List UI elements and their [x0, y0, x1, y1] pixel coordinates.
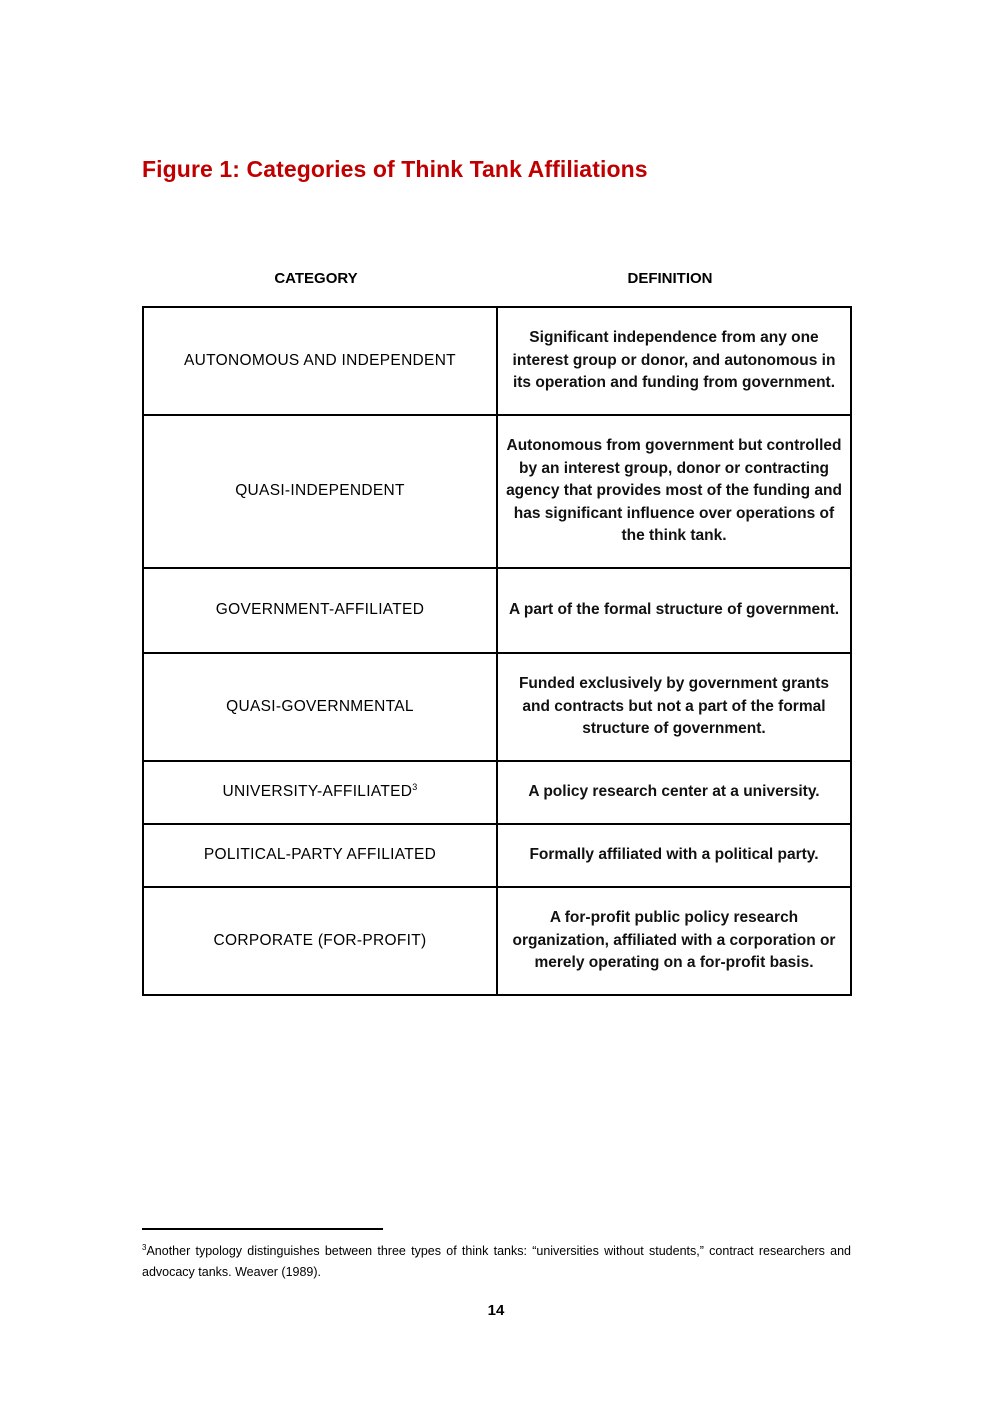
page-number: 14 [487, 1302, 505, 1319]
definition-cell: A policy research center at a university. [497, 761, 851, 824]
table-row [143, 653, 851, 761]
table-row [143, 824, 851, 887]
definition-cell: A part of the formal structure of government. [497, 568, 851, 653]
table-row [143, 761, 851, 824]
footnote [142, 1241, 851, 1283]
definition-cell: Formally affiliated with a political party. [497, 824, 851, 887]
definition-column-header: DEFINITION [627, 270, 713, 287]
table-row [143, 307, 851, 415]
category-cell: AUTONOMOUS AND INDEPENDENT [143, 307, 497, 415]
category-cell: QUASI-GOVERNMENTAL [143, 653, 497, 761]
definition-cell: Significant independence from any one interest group or donor, and autonomous in its operation and funding from government. [497, 307, 851, 415]
footnote-separator [142, 1228, 383, 1230]
category-cell: POLITICAL-PARTY AFFILIATED [143, 824, 497, 887]
definition-cell: Funded exclusively by government grants and contracts but not a part of the formal structure of government. [497, 653, 851, 761]
footnote-text: Another typology distinguishes between three types of think tanks: “universities without students,” contract researchers and advocacy tanks. Weaver (1989). [142, 1244, 851, 1279]
category-cell: GOVERNMENT-AFFILIATED [143, 568, 497, 653]
category-column-header: CATEGORY [274, 270, 358, 287]
definition-cell: A for-profit public policy research organization, affiliated with a corporation or merely operating on a for-profit basis. [497, 887, 851, 995]
category-label: UNIVERSITY-AFFILIATED [222, 783, 413, 801]
footnote-marker: 3 [142, 1243, 147, 1252]
footnote-reference: 3 [412, 782, 418, 793]
figure-title: Figure 1: Categories of Think Tank Affiliations [142, 156, 648, 182]
category-cell [143, 761, 497, 824]
table-row [143, 415, 851, 568]
definition-cell: Autonomous from government but controlled by an interest group, donor or contracting agency that provides most of the funding and has significant influence over operations of the think tank. [497, 415, 851, 568]
affiliations-table [142, 306, 852, 996]
category-cell: QUASI-INDEPENDENT [143, 415, 497, 568]
table-row [143, 887, 851, 995]
category-cell: CORPORATE (FOR-PROFIT) [143, 887, 497, 995]
table-row [143, 568, 851, 653]
